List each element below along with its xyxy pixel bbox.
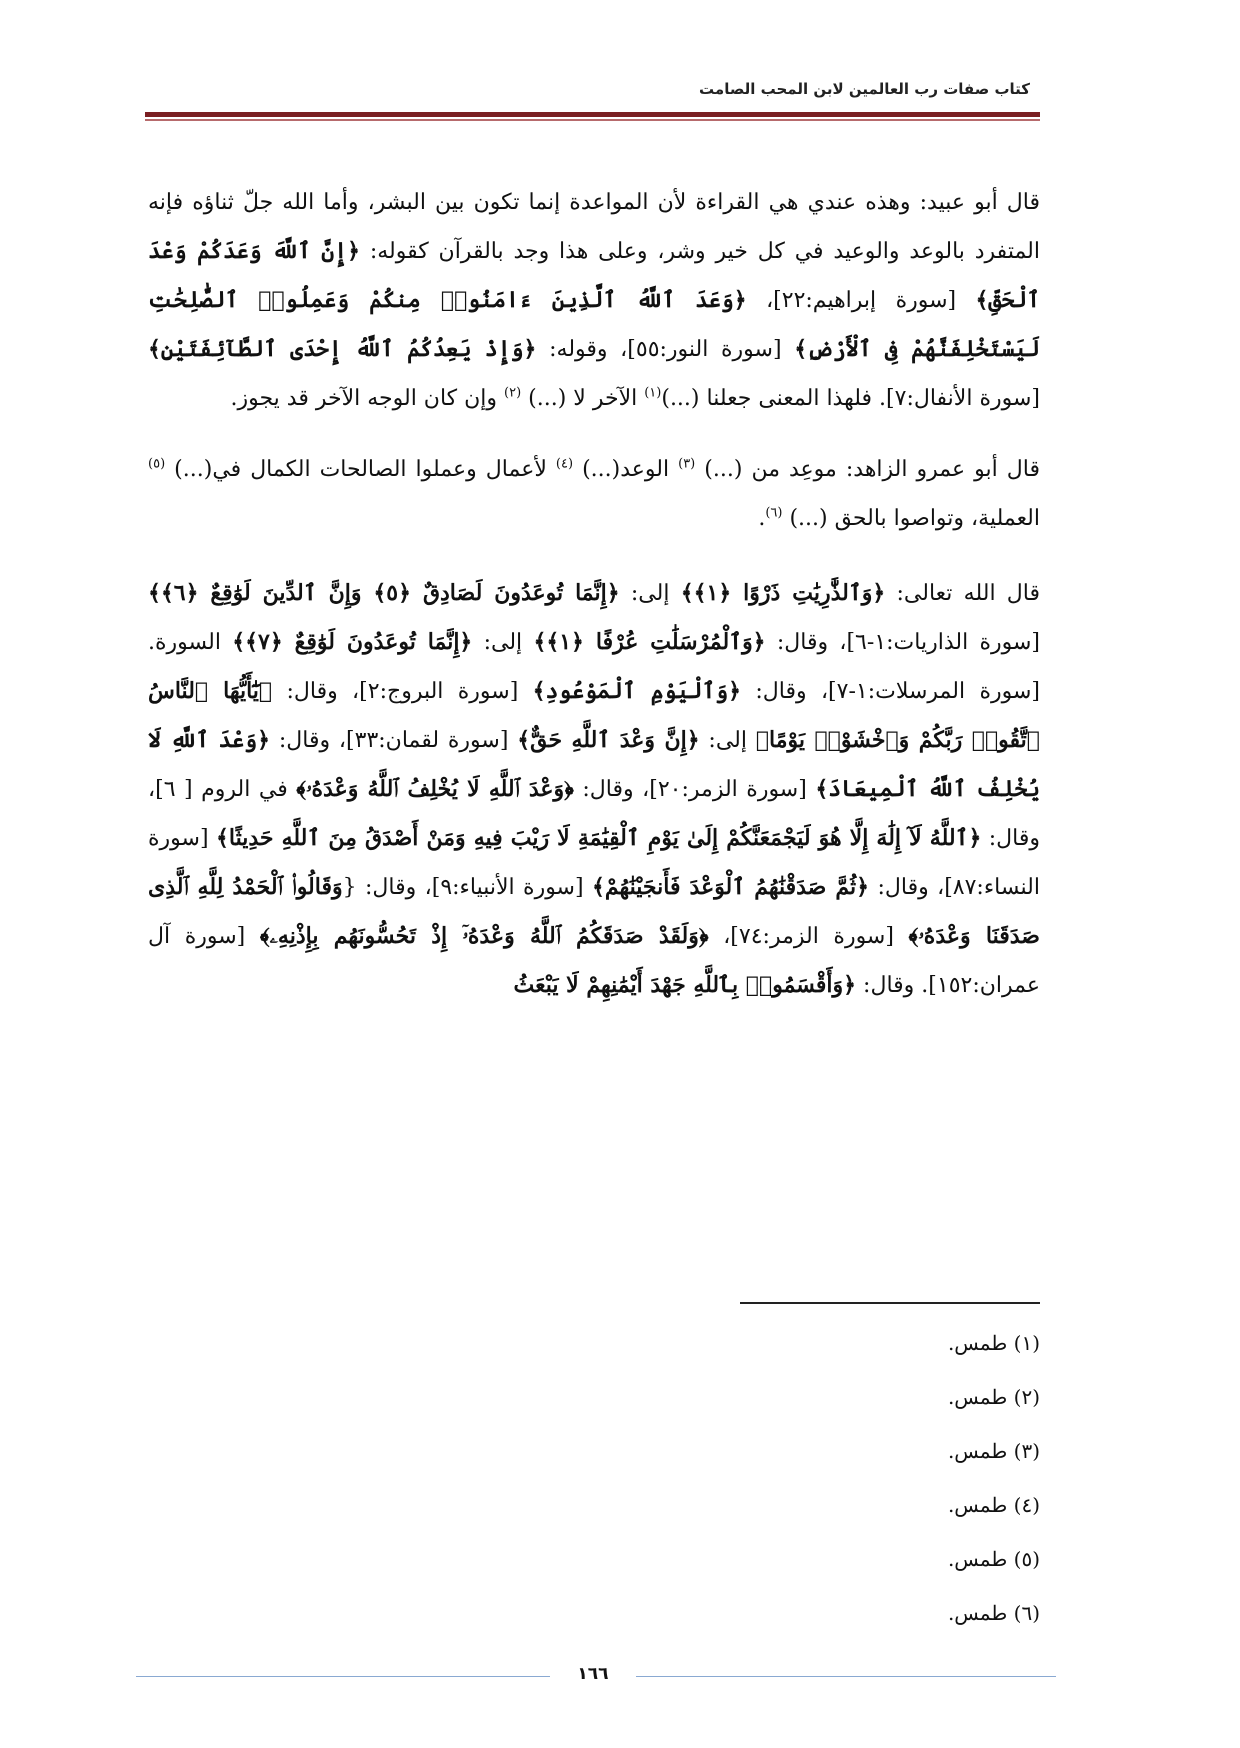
- quran-verse: ﴿إِنَّمَا تُوعَدُونَ لَصَادِقٌ ﴿٥﴾ وَإِنَّ ٱلدِّينَ لَوَٰقِعٌ ﴿٦﴾﴾: [148, 580, 620, 606]
- text-segment: الآخر لا (...): [521, 386, 645, 411]
- quran-verse: ﴿وَإِذْ يَعِدُكُمُ ٱللَّهُ إِحْدَى ٱلطَّآئِفَتَيْنِ﴾: [148, 336, 537, 362]
- quran-verse: ﴿ٱللَّهُ لَآ إِلَٰهَ إِلَّا هُوَ لَيَجْمَعَنَّكُمْ إِلَىٰ يَوْمِ ٱلْقِيَٰمَةِ لَا رَيْبَ فِيهِ وَمَنْ أَصْدَقُ مِنَ ٱللَّهِ حَدِيثًا﴾: [215, 825, 982, 851]
- text-segment: [سورة البروج:٢]، وقال:: [272, 679, 533, 704]
- quran-verse: ﴿وَٱلذَّٰرِيَٰتِ ذَرْوًا ﴿١﴾﴾: [680, 580, 886, 606]
- text-segment: إلى:: [619, 581, 681, 606]
- text-segment: [سورة الزمر:٧٤]،: [708, 924, 909, 949]
- text-segment: [سورة الذاريات:١-٦]، وقال:: [765, 630, 1040, 655]
- footnote-6: (٦) طمس.: [947, 1601, 1040, 1625]
- quran-verse: ﴿وَلَقَدْ صَدَقَكُمُ ٱللَّهُ وَعْدَهُۥٓ إِذْ تَحُسُّونَهُم بِإِذْنِهِۦ﴾: [259, 923, 709, 949]
- text-segment: قال أبو عبيد: وهذه عندي هي القراءة لأن المواعدة إنما تكون بين البشر، وأما الله جلّ ثناؤه فإنه المتفرد بالوعد والوعيد في كل خير وشر، وعلى هذا وجد بالقرآن كقوله:: [148, 190, 1040, 264]
- footnote-ref: (٤): [555, 456, 574, 472]
- footnote-ref: (٣): [678, 456, 696, 472]
- paragraph-2: [148, 445, 1040, 543]
- text-segment: [سورة لقمان:٣٣]، وقال:: [270, 728, 518, 753]
- quran-verse: وَقَالُوا۟ ٱلْحَمْدُ لِلَّهِ ٱلَّذِى صَدَقَنَا وَعْدَهُۥ﴾: [148, 874, 1040, 949]
- quran-verse: ﴿إِنَّ وَعْدَ ٱللَّهِ حَقٌّ﴾: [517, 727, 700, 753]
- text-segment: لأعمال وعملوا الصالحات الكمال في(...): [165, 457, 556, 482]
- text-segment: السورة. [سورة المرسلات:١-٧]، وقال:: [148, 630, 1040, 704]
- text-segment: قال الله تعالى:: [885, 581, 1041, 606]
- text-segment: [سورة الأنفال:٧]. فلهذا المعنى جعلنا (...): [661, 386, 1040, 411]
- footnote-ref: (٦): [765, 505, 783, 521]
- footer-line-left: [136, 1676, 550, 1677]
- footnote-1: (١) طمس.: [947, 1331, 1040, 1355]
- quran-verse: ﴿يَٰٓأَيُّهَا ٱلنَّاسُ ٱتَّقُوا۟ رَبَّكُمْ وَٱخْشَوْا۟ يَوْمًا﴾: [148, 678, 1040, 753]
- footnote-ref: (٥): [148, 456, 166, 472]
- text-segment: [سورة آل عمران:١٥٢]. وقال:: [148, 924, 1040, 998]
- text-segment: [سورة الأنبياء:٩]، وقال: {: [342, 875, 592, 900]
- paragraph-1: [148, 178, 1040, 423]
- text-segment: [سورة النور:٥٥]، وقوله:: [536, 337, 795, 362]
- quran-verse: ﴿وَعَدَ ٱللَّهُ ٱلَّذِينَ ءَامَنُوا۟ مِنكُمْ وَعَمِلُوا۟ ٱلصَّٰلِحَٰتِ لَيَسْتَخْلِفَنَّهُمْ فِى ٱلْأَرْضِ﴾: [148, 287, 1041, 362]
- quran-verse: ﴿وَأَقْسَمُوا۟ بِٱللَّهِ جَهْدَ أَيْمَٰنِهِمْ لَا يَبْعَثُ: [513, 972, 857, 998]
- footnote-ref: (١): [644, 385, 662, 401]
- quran-verse: ﴿إِنَّ ٱللَّهَ وَعَدَكُمْ وَعْدَ ٱلْحَقِّ﴾: [148, 238, 1040, 313]
- quran-verse: ﴿ثُمَّ صَدَقْنَٰهُمُ ٱلْوَعْدَ فَأَنجَيْنَٰهُمْ﴾: [591, 874, 870, 900]
- text-segment: [سورة الزمر:٢٠]، وقال:: [573, 777, 816, 802]
- page-number: ١٦٦: [577, 1664, 609, 1684]
- quran-verse: ﴿وَعْدَ ٱللَّهِ لَا يُخْلِفُ ٱللَّهُ وَعْدَهُۥ﴾: [296, 776, 574, 802]
- quran-verse: ﴿إِنَّمَا تُوعَدُونَ لَوَٰقِعٌ ﴿٧﴾﴾: [232, 629, 473, 655]
- text-segment: .: [758, 506, 766, 531]
- quran-verse: ﴿وَعْدَ ٱللَّهِ لَا يُخْلِفُ ٱللَّهُ ٱلْمِيعَادَ﴾: [148, 727, 1040, 802]
- text-segment: إلى:: [472, 630, 534, 655]
- text-segment: [سورة إبراهيم:٢٢]،: [746, 288, 976, 313]
- running-header: كتاب صفات رب العالمين لابن المحب الصامت: [699, 80, 1030, 98]
- body-text: [148, 178, 1040, 1010]
- text-segment: قال أبو عمرو الزاهد: موعِد من (...): [695, 457, 1040, 482]
- footnote-ref: (٢): [504, 385, 522, 401]
- quran-verse: ﴿وَٱلْيَوْمِ ٱلْمَوْعُودِ﴾: [532, 678, 742, 704]
- text-segment: [سورة النساء:٨٧]، وقال:: [148, 826, 1040, 900]
- footnotes: [640, 1316, 1040, 1640]
- footer-line-right: [636, 1676, 1056, 1677]
- text-segment: إلى:: [699, 728, 756, 753]
- header-rule: [145, 112, 1040, 117]
- text-segment: العملية، وتواصوا بالحق (...): [782, 506, 1040, 531]
- header-rule-thin: [145, 119, 1040, 121]
- paragraph-3: [148, 569, 1040, 1010]
- footnote-2: (٢) طمس.: [947, 1385, 1040, 1409]
- footnote-5: (٥) طمس.: [947, 1547, 1040, 1571]
- footnote-3: (٣) طمس.: [947, 1439, 1040, 1463]
- text-segment: وإن كان الوجه الآخر قد يجوز.: [230, 386, 505, 411]
- text-segment: الوعد(...): [573, 457, 679, 482]
- quran-verse: ﴿وَٱلْمُرْسَلَٰتِ عُرْفًا ﴿١﴾﴾: [533, 629, 766, 655]
- footnote-separator: [740, 1302, 1040, 1304]
- text-segment: في الروم [ ٦]، وقال:: [148, 777, 1041, 851]
- footnote-4: (٤) طمس.: [947, 1493, 1040, 1517]
